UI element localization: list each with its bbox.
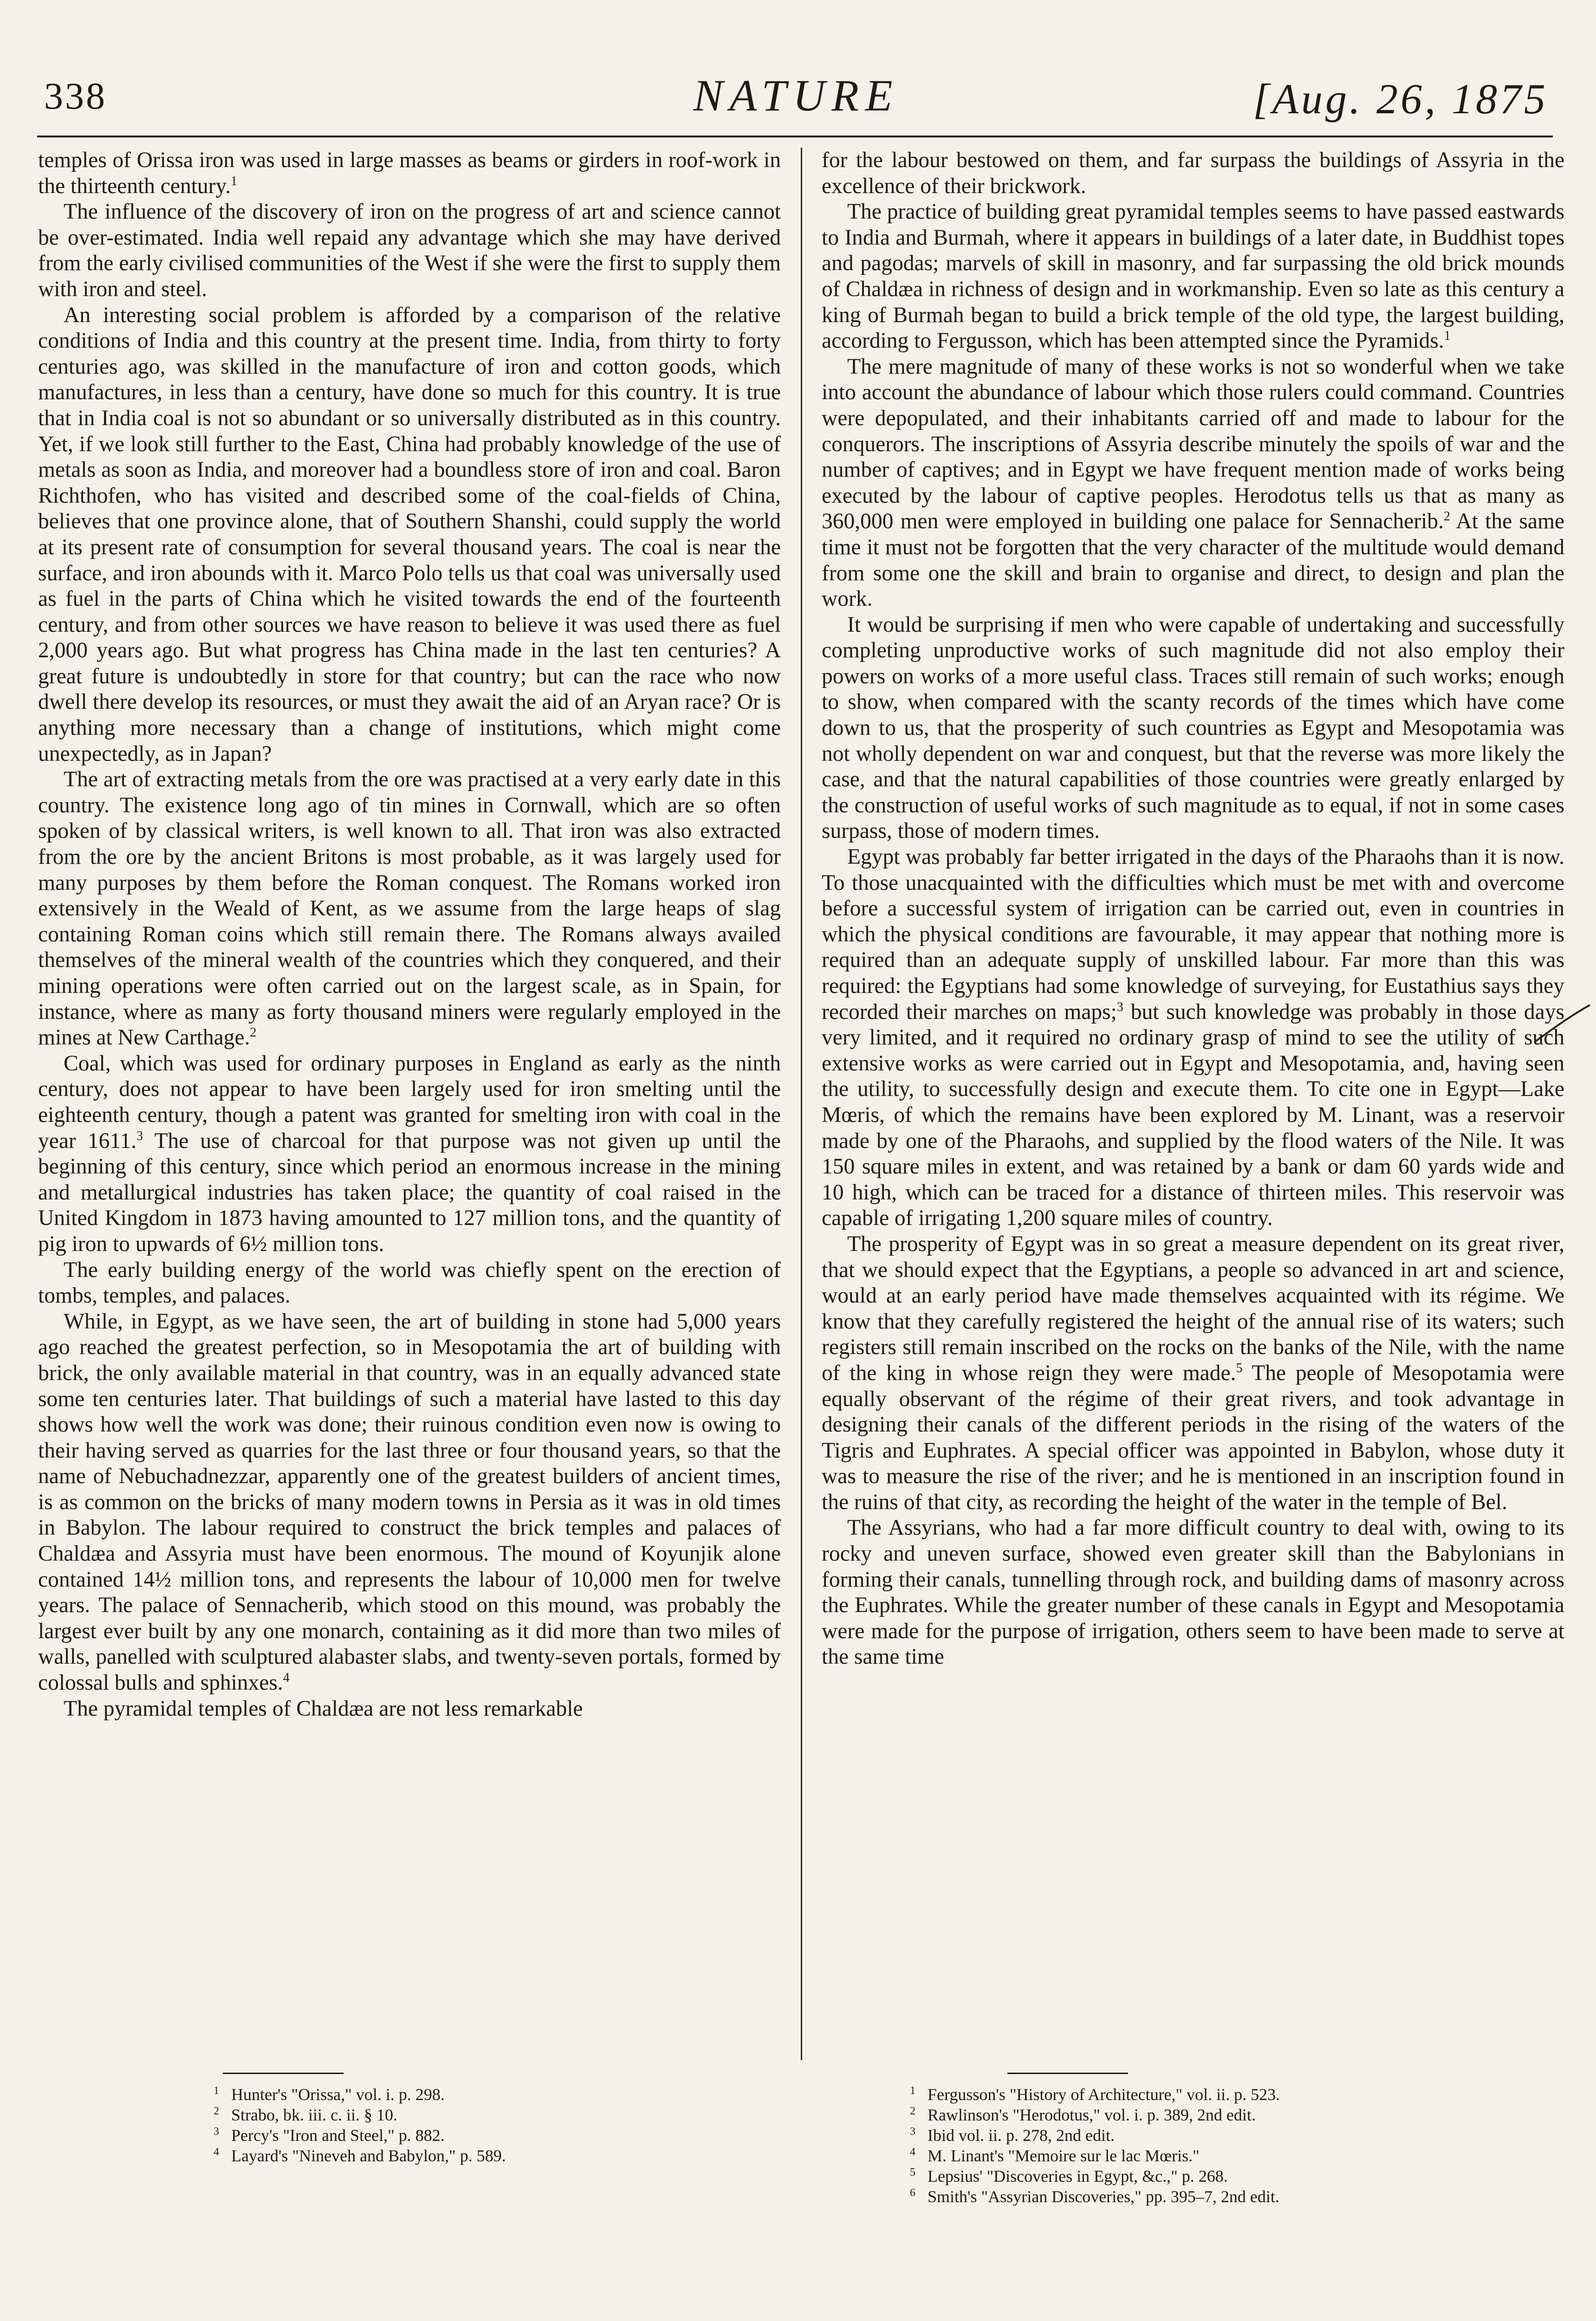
footnote-text: Layard's "Nineveh and Babylon," p. 589. (231, 2146, 506, 2165)
paragraph (822, 354, 1564, 612)
right-column (822, 148, 1564, 2067)
footnotes-left (214, 2084, 956, 2166)
footnote-marker: 3 (136, 1128, 143, 1143)
paragraph (38, 199, 781, 302)
footnote: 6 Smith's "Assyrian Discoveries," pp. 395–7, 2nd edit. (910, 2187, 1279, 2206)
paragraph-text: The pyramidal temples of Chaldæa are not less remarkable (64, 1696, 583, 1721)
footnote-rule-right (1007, 2073, 1128, 2074)
paragraph-text: Coal, which was used for ordinary purposes in England as early as the ninth century, does not appear to have been largely used for iron smelting until the eighteenth century, though a patent was granted for smelting iron with coal in the year 1611. (38, 1051, 781, 1153)
footnote-marker: 5 (1236, 1361, 1243, 1376)
paragraph-text: The mere magnitude of many of these works is not so wonderful when we take into account the abundance of labour which those rulers could command. Countries were depopulated, and their inhabitants carried off and made to labour for the conquerors. The inscriptions of Assyria describe minutely the spoils of war and the number of captives; and in Egypt we have frequent mention made of works being executed by the labour of captive peoples. Herodotus tells us that as many as 360,000 men were employed in building one palace for Sennacherib. (822, 354, 1564, 534)
footnote-text: Lepsius' "Discoveries in Egypt, &c.," p. 268. (928, 2167, 1228, 2185)
paragraph (822, 199, 1564, 354)
footnote: 5 Lepsius' "Discoveries in Egypt, &c.," p. 268. (910, 2166, 1228, 2185)
paragraph (822, 148, 1564, 199)
footnote-rule-left (223, 2073, 344, 2074)
paragraph (822, 1232, 1564, 1516)
paragraph-text: The use of charcoal for that purpose was not given up until the beginning of this century, since which period an enormous increase in the mining and metallurgical industries has taken place; the quantity of coal raised in the United Kingdom in 1873 having amounted to 127 million tons, and the quantity of pig iron to upwards of 6½ million tons. (38, 1128, 781, 1256)
footnote: 1 Fergusson's "History of Architecture," vol. ii. p. 523. (910, 2085, 1280, 2104)
footnote: 4 M. Linant's "Memoire sur le lac Mœris." (910, 2146, 1200, 2165)
paragraph-text: At the same time it must not be forgotten that the very character of the multitude would demand from some one the skill and brain to organise and direct, to design and plan the work. (822, 509, 1564, 611)
footnote-text: Rawlinson's "Herodotus," vol. i. p. 389, 2nd edit. (928, 2106, 1256, 2124)
paragraph (38, 1696, 781, 1722)
paragraph (38, 303, 781, 767)
footnote: 2 Rawlinson's "Herodotus," vol. i. p. 389, 2nd edit. (910, 2105, 1256, 2124)
page-number: 338 (44, 75, 107, 117)
paragraph (38, 767, 781, 1051)
paragraph (38, 1051, 781, 1258)
paragraph (822, 1515, 1564, 1670)
footnote: 3 Ibid vol. ii. p. 278, 2nd edit. (910, 2126, 1115, 2145)
paragraph-text: The influence of the discovery of iron on the progress of art and science cannot be over-estimated. India well repaid any advantage which she may have derived from the early civilised communities of the West if she were the first to supply them with iron and steel. (38, 200, 781, 301)
footnote-text: Smith's "Assyrian Discoveries," pp. 395–7, 2nd edit. (928, 2187, 1279, 2206)
footnote-text: Fergusson's "History of Architecture," vol. ii. p. 523. (928, 2085, 1280, 2104)
paragraph-text: The people of Mesopotamia were equally observant of the régime of their great rivers, and took advantage in designing their canals of the different periods in the rising of the waters of the Tigris and Euphrates. A special officer was appointed in Babylon, whose duty it was to measure the rise of the river; and he is mentioned in an inscription found in the ruins of that city, as recording the height of the water in the temple of Bel. (822, 1361, 1564, 1514)
paragraph-text: The practice of building great pyramidal temples seems to have passed eastwards to India and Burmah, where it appears in buildings of a later date, in Buddhist topes and pagodas; marvels of skill in masonry, and far surpassing the old brick mounds of Chaldæa in richness of design and in workmanship. Even so late as this century a king of Burmah began to build a brick temple of the old type, the largest building, according to Fergusson, which has been attempted since the Pyramids. (822, 200, 1564, 353)
paragraph-text: It would be surprising if men who were capable of undertaking and successfully completing unproductive works of such magnitude did not also employ their powers on works of a more useful class. Traces still remain of such works; enough to show, when compared with the scanty records of the times which have come down to us, that the prosperity of such countries as Egypt and Mesopotamia was not wholly dependent on war and conquest, but that the reverse was more likely the case, and that the natural capabilities of those countries were greatly enlarged by the construction of useful works of such magnitude as to equal, if not in some cases surpass, those of modern times. (822, 612, 1564, 843)
footnote: 4 Layard's "Nineveh and Babylon," p. 589. (214, 2146, 506, 2165)
paragraph-text: While, in Egypt, as we have seen, the art of building in stone had 5,000 years ago reached the greatest perfection, so in Mesopotamia the art of building with brick, the only available material in that country, was in an equally advanced state some ten centuries later. That buildings of such a material have lasted to this day shows how well the work was done; their ruinous condition even now is owing to their having served as quarries for the last three or four thousand years, so that the name of Nebuchadnezzar, apparently one of the greatest builders of ancient times, is as common on the bricks of many modern towns in Persia as it was in old times in Babylon. The labour required to construct the brick temples and palaces of Chaldæa and Assyria must have been enormous. The mound of Koyunjik alone contained 14½ million tons, and represents the labour of 10,000 men for twelve years. The palace of Sennacherib, which stood on this mound, was probably the largest ever built by any one monarch, containing as it did more than two miles of walls, panelled with sculptured alabaster slabs, and twenty-seven portals, formed by colossal bulls and sphinxes. (38, 1309, 781, 1695)
footnote-text: Hunter's "Orissa," vol. i. p. 298. (231, 2085, 445, 2104)
footnote-marker: 4 (283, 1671, 290, 1686)
paragraph-text: but such knowledge was probably in those days very limited, and it required no ordinary grasp of mind to see the utility of such extensive works as were carried out in Egypt and Mesopotamia, and, having seen the utility, to successfully design and execute them. To cite one in Egypt—Lake Mœris, of which the remains have been explored by M. Linant, was a reservoir made by one of the Pharaohs, and supplied by the flood waters of the Nile. It was 150 square miles in extent, and was retained by a bank or dam 60 yards wide and 10 high, which can be traced for a distance of thirteen miles. This reservoir was capable of irrigating 1,200 square miles of country. (822, 999, 1564, 1231)
paragraph (38, 1258, 781, 1309)
footnote-text: M. Linant's "Memoire sur le lac Mœris." (928, 2146, 1200, 2165)
header-rule (37, 136, 1553, 137)
footnote-text: Strabo, bk. iii. c. ii. § 10. (231, 2106, 397, 2124)
paragraph (822, 612, 1564, 844)
column-divider (801, 148, 802, 2060)
paragraph (38, 1309, 781, 1696)
footnote-marker: 1 (231, 174, 238, 188)
footnote-marker: 2 (1443, 509, 1450, 524)
footnote: 1 Hunter's "Orissa," vol. i. p. 298. (214, 2085, 445, 2104)
paragraph-text: The prosperity of Egypt was in so great a measure dependent on its great river, that we should expect that the Egyptians, a people so advanced in art and science, would at an early period have made themselves acquainted with its régime. We know that they carefully registered the height of the annual rise of its waters; such registers still remain inscribed on the rocks on the banks of the Nile, with the name of the king in whose reign they were made. (822, 1232, 1564, 1385)
footnote-marker: 1 (1444, 329, 1451, 344)
paragraph-text: The art of extracting metals from the ore was practised at a very early date in this country. The existence long ago of tin mines in Cornwall, which are so often spoken of by classical writers, is well known to all. That iron was also extracted from the ore by the ancient Britons is most probable, as it was largely used for many purposes by them before the Roman conquest. The Romans worked iron extensively in the Weald of Kent, as we assume from the large heaps of slag containing Roman coins which still remain there. The Romans always availed themselves of the mineral wealth of the countries which they conquered, and their mining operations were often carried out on the largest scale, as in Spain, for instance, where as many as forty thousand miners were regularly employed in the mines at New Carthage. (38, 767, 781, 1050)
footnote-marker: 2 (250, 1025, 257, 1040)
paragraph (38, 148, 781, 199)
paragraph-text: for the labour bestowed on them, and far surpass the buildings of Assyria in the excellence of their brickwork. (822, 148, 1564, 198)
footnote: 3 Percy's "Iron and Steel," p. 882. (214, 2126, 445, 2145)
paragraph-text: The Assyrians, who had a far more difficult country to deal with, owing to its rocky and uneven surface, showed even greater skill than the Babylonians in forming their canals, tunnelling through rock, and building dams of masonry across the Euphrates. While the greater number of these canals in Egypt and Mesopotamia were made for the purpose of irrigation, others seem to have been made to serve at the same time (822, 1516, 1564, 1669)
paragraph-text: The early building energy of the world was chiefly spent on the erection of tombs, temples, and palaces. (38, 1258, 781, 1308)
issue-date: [Aug. 26, 1875 (1253, 75, 1548, 123)
paragraph-text: An interesting social problem is afforded by a comparison of the relative conditions of India and this country at the present time. India, from thirty to forty centuries ago, was skilled in the manufacture of iron and cotton goods, which manufactures, in less than a century, have done so much for this country. It is true that in India coal is not so abundant or so universally distributed as in this country. Yet, if we look still further to the East, China had probably knowledge of the use of metals as soon as India, and moreover had a boundless store of iron and coal. Baron Richthofen, who has visited and described some of the coal-fields of China, believes that one province alone, that of Southern Shanshi, could supply the world at its present rate of consumption for several thousand years. The coal is near the surface, and iron abounds with it. Marco Polo tells us that coal was universally used as fuel in the parts of China which he visited towards the end of the fourteenth century, and from other sources we have reason to believe it was used there as fuel 2,000 years ago. But what progress has China made in the last ten centuries? A great future is undoubtedly in store for that country; but can the race who now dwell there develop its resources, or must they await the aid of an Aryan race? Or is anything more necessary than a change of institutions, which might come unexpectedly, as in Japan? (38, 303, 781, 766)
left-column (38, 148, 781, 2067)
footnote-marker: 3 (1116, 999, 1123, 1014)
paragraph (822, 844, 1564, 1232)
footnotes-right (910, 2084, 1596, 2207)
margin-pen-mark (1532, 1003, 1592, 1044)
footnote: 2 Strabo, bk. iii. c. ii. § 10. (214, 2105, 397, 2124)
running-header (44, 70, 1548, 125)
paragraph-text: temples of Orissa iron was used in large masses as beams or girders in roof-work in the thirteenth century. (38, 148, 781, 198)
journal-title: NATURE (693, 71, 899, 120)
paragraph-text: Egypt was probably far better irrigated in the days of the Pharaohs than it is now. To those unacquainted with the difficulties which must be met with and overcome before a successful system of irrigation can be carried out, even in countries in which the physical conditions are favourable, it may appear that nothing more is required than an adequate supply of unskilled labour. Far more than this was required: the Egyptians had some knowledge of surveying, for Eustathius says they recorded their marches on maps; (822, 845, 1564, 1024)
footnote-text: Ibid vol. ii. p. 278, 2nd edit. (928, 2126, 1115, 2145)
footnote-text: Percy's "Iron and Steel," p. 882. (231, 2126, 445, 2145)
